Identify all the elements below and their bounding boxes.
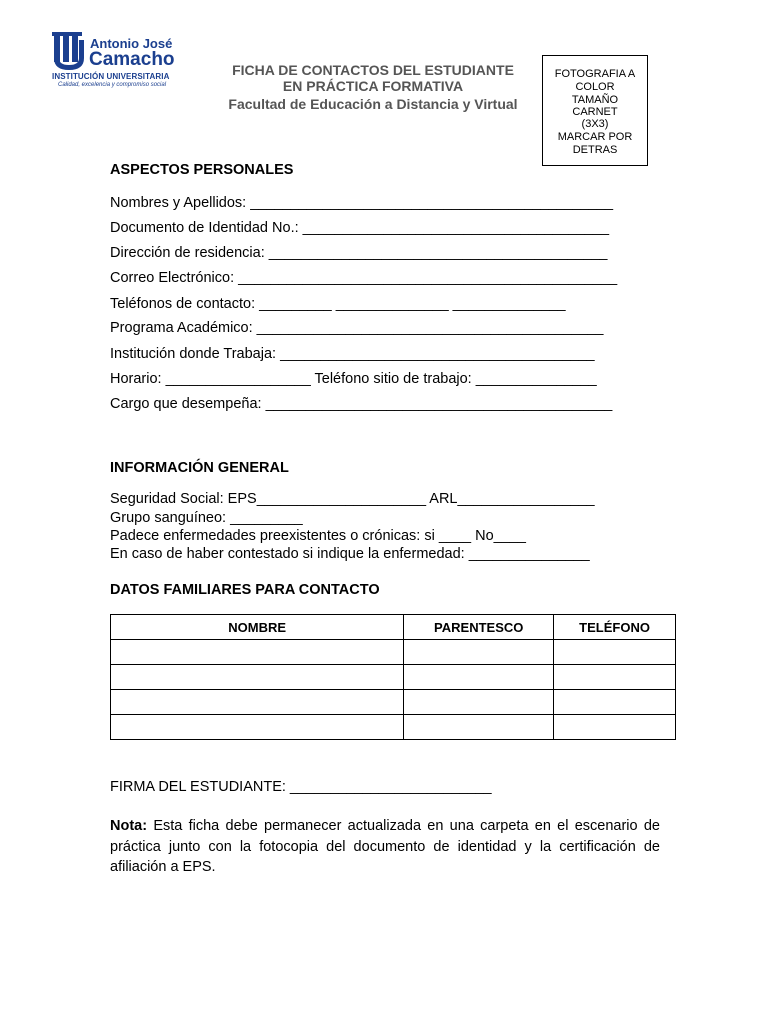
institution-logo [52,32,187,92]
table-cell[interactable] [111,640,404,665]
column-header-nombre: NOMBRE [111,615,404,640]
photo-box-line: FOTOGRAFIA A [554,68,636,80]
note-label: Nota: [110,818,148,834]
note-paragraph [110,816,660,878]
table-cell[interactable] [554,665,676,690]
table-row [111,715,676,740]
table-cell[interactable] [554,715,676,740]
logo-institution: INSTITUCIÓN UNIVERSITARIA [52,72,170,81]
photo-box-line: DETRAS [572,144,618,156]
page-title-line2: EN PRÁCTICA FORMATIVA [282,78,464,94]
section-heading-familiares: DATOS FAMILIARES PARA CONTACTO [110,582,380,598]
table-cell[interactable] [404,715,554,740]
table-cell[interactable] [111,715,404,740]
photo-box [542,55,648,166]
photo-box-line: CARNET [572,106,618,118]
field-institucion[interactable]: Institución donde Trabaja: _______________________________________ [110,346,595,362]
field-seguridad-social[interactable]: Seguridad Social: EPS_____________________ ARL_________________ [110,491,595,507]
field-nombres[interactable]: Nombres y Apellidos: _____________________________________________ [110,195,614,211]
table-cell[interactable] [404,690,554,715]
section-heading-general: INFORMACIÓN GENERAL [110,460,289,476]
logo-slogan: Calidad, excelencia y compromiso social [58,82,167,88]
table-cell[interactable] [554,690,676,715]
photo-box-line: TAMAÑO [571,94,619,106]
photo-box-line: (3X3) [581,118,609,130]
field-telefonos[interactable]: Teléfonos de contacto: _________ ______________ ______________ [110,296,566,312]
table-row [111,690,676,715]
field-padece[interactable]: Padece enfermedades preexistentes o crónicas: si ____ No____ [110,528,526,544]
field-en-caso[interactable]: En caso de haber contestado si indique la enfermedad: _______________ [110,546,590,562]
table-cell[interactable] [111,690,404,715]
field-firma[interactable]: FIRMA DEL ESTUDIANTE: _________________________ [110,779,492,795]
logo-mark-icon [52,32,86,74]
table-cell[interactable] [404,640,554,665]
table-row [111,665,676,690]
field-grupo-sanguineo[interactable]: Grupo sanguíneo: _________ [110,510,303,526]
note-text: Esta ficha debe permanecer actualizada en una carpeta en el escenario de práctica junto con la fotocopia del documento de identidad y la certificación de afiliación a EPS. [110,818,660,875]
logo-name-line2: Camacho [89,49,175,70]
field-correo[interactable]: Correo Electrónico: _______________________________________________ [110,270,618,286]
table-cell[interactable] [404,665,554,690]
photo-box-line: COLOR [575,81,615,93]
table-cell[interactable] [111,665,404,690]
field-direccion[interactable]: Dirección de residencia: __________________________________________ [110,245,608,261]
column-header-telefono: TELÉFONO [554,615,676,640]
section-heading-personal: ASPECTOS PERSONALES [110,162,294,178]
column-header-parentesco: PARENTESCO [404,615,554,640]
photo-box-line: MARCAR POR [557,131,633,143]
field-programa[interactable]: Programa Académico: ___________________________________________ [110,320,604,336]
logo-name-line1: Antonio José [90,36,173,51]
field-horario[interactable]: Horario: __________________ Teléfono sitio de trabajo: _______________ [110,371,597,387]
table-cell[interactable] [554,640,676,665]
table-header-row [111,615,676,640]
table-row [111,640,676,665]
field-cargo[interactable]: Cargo que desempeña: ___________________________________________ [110,396,613,412]
page-title-line1: FICHA DE CONTACTOS DEL ESTUDIANTE [232,62,514,78]
family-contacts-table [110,614,676,740]
field-documento[interactable]: Documento de Identidad No.: ______________________________________ [110,220,610,236]
page-subtitle: Facultad de Educación a Distancia y Virtual [228,96,518,112]
